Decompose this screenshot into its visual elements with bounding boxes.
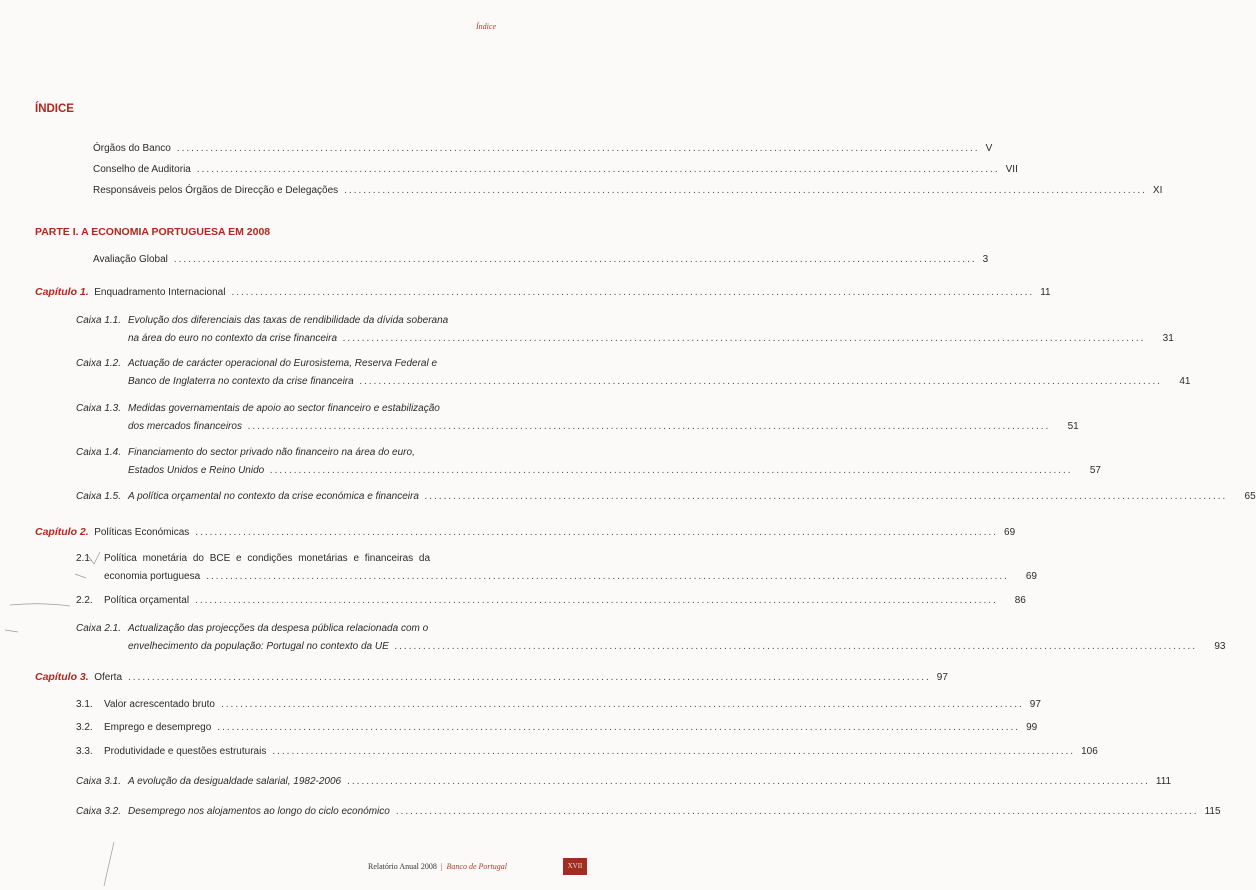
toc-entry-responsaveis[interactable] xyxy=(93,184,1163,198)
toc-label: Conselho de Auditoria xyxy=(93,164,191,175)
toc-page: 115 xyxy=(1204,806,1221,817)
section-number: 2.1. xyxy=(76,553,93,564)
box-title: A evolução da desigualdade salarial, 1982-2006 xyxy=(128,776,342,787)
leader-dots xyxy=(195,526,998,540)
running-header: Índice xyxy=(476,22,496,31)
leader-dots xyxy=(347,775,1150,789)
part-title: PARTE I. A ECONOMIA PORTUGUESA EM 2008 xyxy=(35,226,271,238)
section-title: Emprego e desemprego xyxy=(104,722,212,733)
toc-section-3-1[interactable] xyxy=(76,698,1041,712)
toc-page: 69 xyxy=(1025,571,1037,582)
leader-dots xyxy=(344,184,1147,198)
box-title-line2: na área do euro no contexto da crise financeira xyxy=(128,333,338,344)
leader-dots xyxy=(270,464,1073,478)
box-number: Caixa 3.1. xyxy=(76,776,122,787)
leader-dots xyxy=(217,721,1020,735)
box-title-line2: Estados Unidos e Reino Unido xyxy=(128,465,265,476)
toc-label: Órgãos do Banco xyxy=(93,143,171,154)
toc-page: 93 xyxy=(1214,641,1226,652)
chapter-number: Capítulo 2. xyxy=(35,526,89,538)
toc-box-1-4[interactable] xyxy=(76,446,1101,478)
box-title-line1: Financiamento do sector privado não financeiro na área do euro, xyxy=(128,447,415,458)
leader-dots xyxy=(221,698,1024,712)
toc-page: 86 xyxy=(1014,595,1026,606)
toc-page: V xyxy=(985,143,993,154)
leader-dots xyxy=(128,671,931,685)
box-title: Desemprego nos alojamentos ao longo do ciclo económico xyxy=(128,806,390,817)
leader-dots xyxy=(195,594,998,608)
toc-page: 97 xyxy=(1029,699,1041,710)
toc-page: 69 xyxy=(1004,527,1016,538)
toc-box-1-5[interactable] xyxy=(76,490,1256,504)
leader-dots xyxy=(343,332,1146,346)
leader-dots xyxy=(395,640,1198,654)
toc-page: 57 xyxy=(1089,465,1101,476)
pencil-stroke xyxy=(100,840,120,890)
footer-bank: Banco de Portugal xyxy=(446,862,507,871)
toc-chapter-1[interactable] xyxy=(35,285,1051,300)
toc-chapter-2[interactable] xyxy=(35,525,1016,540)
toc-label: Avaliação Global xyxy=(93,254,168,265)
toc-page: 11 xyxy=(1040,287,1051,298)
page-footer: Relatório Anual 2008 | Banco de Portugal xyxy=(368,862,507,871)
page-title: ÍNDICE xyxy=(35,103,74,115)
section-title-line1: Política monetária do BCE e condições monetárias e financeiras da xyxy=(104,553,431,564)
box-number: Caixa 1.4. xyxy=(76,447,122,458)
toc-label: Responsáveis pelos Órgãos de Direcção e Delegações xyxy=(93,185,339,196)
chapter-title: Oferta xyxy=(94,672,123,683)
chapter-title: Políticas Económicas xyxy=(94,527,190,538)
toc-box-1-3[interactable] xyxy=(76,402,1079,434)
box-title-line1: Medidas governamentais de apoio ao sector financeiro e estabilização xyxy=(128,403,440,414)
box-number: Caixa 1.5. xyxy=(76,491,122,502)
toc-box-1-1[interactable] xyxy=(76,314,1174,346)
toc-page: 65 xyxy=(1244,491,1256,502)
toc-page: 3 xyxy=(982,254,989,265)
pencil-marks xyxy=(0,540,160,650)
toc-page: 31 xyxy=(1162,333,1174,344)
section-title-line2: economia portuguesa xyxy=(104,571,201,582)
footer-report: Relatório Anual 2008 xyxy=(368,862,437,871)
box-number: Caixa 1.2. xyxy=(76,358,122,369)
section-title: Valor acrescentado bruto xyxy=(104,699,215,710)
page-number-badge: XVII xyxy=(563,858,587,875)
leader-dots xyxy=(174,253,977,267)
section-title-line1: Política orçamental xyxy=(104,595,190,606)
leader-dots xyxy=(425,490,1228,504)
box-title-line1: Evolução dos diferenciais das taxas de rendibilidade da dívida soberana xyxy=(128,315,449,326)
toc-section-3-2[interactable] xyxy=(76,721,1038,735)
box-title-line2: Banco de Inglaterra no contexto da crise financeira xyxy=(128,376,354,387)
toc-page: 106 xyxy=(1081,746,1098,757)
leader-dots xyxy=(360,375,1163,389)
section-number: 3.1. xyxy=(76,699,93,710)
box-number: Caixa 1.1. xyxy=(76,315,122,326)
leader-dots xyxy=(248,420,1051,434)
toc-box-1-2[interactable] xyxy=(76,357,1191,389)
section-number: 3.2. xyxy=(76,722,93,733)
leader-dots xyxy=(272,745,1075,759)
leader-dots xyxy=(177,142,980,156)
box-number: Caixa 3.2. xyxy=(76,806,122,817)
box-title-line2: dos mercados financeiros xyxy=(128,421,242,432)
box-title-line1: Actualização das projecções da despesa pública relacionada com o xyxy=(128,623,429,634)
toc-page: 111 xyxy=(1155,776,1172,787)
leader-dots xyxy=(206,570,1009,584)
toc-page: 99 xyxy=(1026,722,1038,733)
toc-entry-conselho[interactable] xyxy=(93,163,1018,177)
toc-page: 97 xyxy=(936,672,948,683)
box-number: Caixa 2.1. xyxy=(76,623,122,634)
chapter-number: Capítulo 1. xyxy=(35,286,89,298)
leader-dots xyxy=(396,805,1199,819)
box-title-line1: A política orçamental no contexto da crise económica e financeira xyxy=(128,491,419,502)
toc-entry-avaliacao[interactable] xyxy=(93,253,989,267)
leader-dots xyxy=(231,286,1034,300)
toc-page: VII xyxy=(1005,164,1018,175)
section-title: Produtividade e questões estruturais xyxy=(104,746,267,757)
toc-section-3-3[interactable] xyxy=(76,745,1098,759)
leader-dots xyxy=(197,163,1000,177)
box-title-line2: envelhecimento da população: Portugal no contexto da UE xyxy=(128,641,389,652)
section-number: 2.2. xyxy=(76,595,93,606)
toc-chapter-3[interactable] xyxy=(35,670,948,685)
chapter-number: Capítulo 3. xyxy=(35,671,89,683)
toc-page: 51 xyxy=(1067,421,1079,432)
toc-entry-orgaos[interactable] xyxy=(93,142,993,156)
toc-page: XI xyxy=(1152,185,1163,196)
toc-box-3-2[interactable] xyxy=(76,805,1221,819)
chapter-title: Enquadramento Internacional xyxy=(94,287,226,298)
toc-box-3-1[interactable] xyxy=(76,775,1172,789)
box-title-line1: Actuação de carácter operacional do Eurosistema, Reserva Federal e xyxy=(128,358,438,369)
section-number: 3.3. xyxy=(76,746,93,757)
toc-page: 41 xyxy=(1179,376,1191,387)
box-number: Caixa 1.3. xyxy=(76,403,122,414)
